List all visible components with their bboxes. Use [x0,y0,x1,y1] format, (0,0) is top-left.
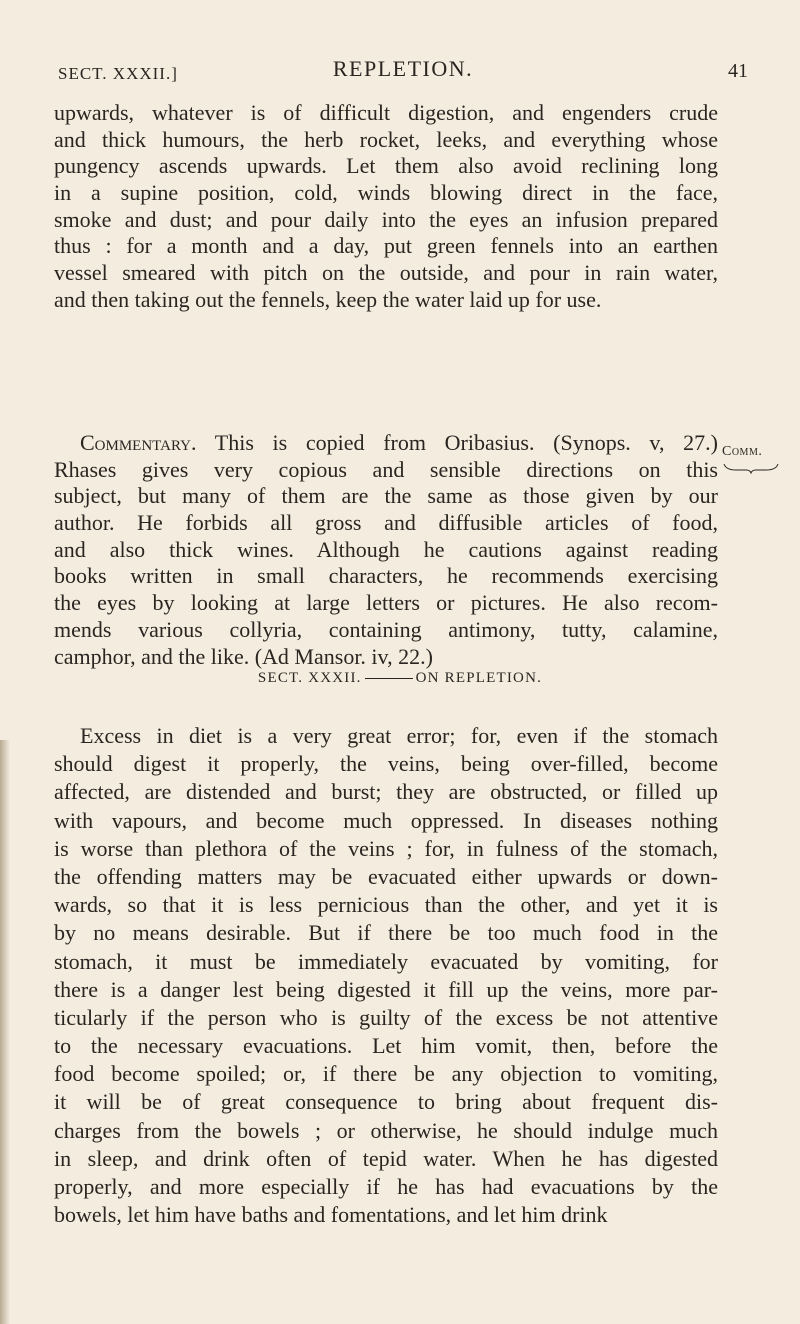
text-line: in sleep, and drink often of tepid water. When he has digested [54,1145,718,1171]
paragraph-1 [54,100,718,314]
heading-dash [365,678,413,679]
text-line: camphor, and the like. (Ad Mansor. iv, 22.) [54,643,433,669]
text-line: should digest it properly, the veins, being over-filled, become [54,751,718,777]
header-section: SECT. XXXII.] [58,64,178,83]
section-heading-title: ON REPLETION. [415,670,543,686]
text-line: stomach, it must be immediately evacuated by vomiting, for [54,948,718,974]
text-line: it will be of great consequence to bring about frequent dis- [54,1089,718,1115]
running-header [58,56,748,86]
text-line: is worse than plethora of the veins ; for, in fulness of the stomach, [54,835,718,861]
text-line: there is a danger lest being digested it fill up the veins, more par- [54,976,718,1002]
commentary-label: Commentary. [80,430,197,455]
text-line: wards, so that it is less pernicious than the other, and yet it is [54,892,718,918]
text-line: and then taking out the fennels, keep the water laid up for use. [54,286,602,312]
text-line: mends various collyria, containing antimony, tutty, calamine, [54,616,718,642]
text-line: and also thick wines. Although he cautions against reading [54,536,718,562]
text-line: food become spoiled; or, if there be any objection to vomiting, [54,1061,718,1087]
margin-note: Comm. [722,444,763,459]
text-line: affected, are distended and burst; they are obstructed, or filled up [54,779,718,805]
commentary-block [54,430,718,670]
text-line: books written in small characters, he recommends exercising [54,563,718,589]
text-line: Rhases gives very copious and sensible directions on this [54,456,718,482]
text-line: properly, and more especially if he has had evacuations by the [54,1174,718,1199]
text-line: the eyes by looking at large letters or pictures. He also recom- [54,590,718,616]
section-heading-number: SECT. XXXII. [257,670,362,686]
text-line: the offending matters may be evacuated either upwards or down- [54,863,718,889]
text-line: with vapours, and become much oppressed. In diseases nothing [54,807,718,833]
text-line: smoke and dust; and pour daily into the eyes an infusion prepared [54,206,718,232]
text-line: ticularly if the person who is guilty of the excess be not attentive [54,1004,718,1030]
commentary-text: This is copied from Oribasius. (Synops. v, 27.) [214,430,718,455]
text-line: vessel smeared with pitch on the outside, and pour in rain water, [54,260,718,286]
text-line: author. He forbids all gross and diffusible articles of food, [54,510,718,536]
margin-brace-icon [722,462,780,474]
header-title: REPLETION. [332,56,474,81]
commentary-first-line [54,430,718,457]
text-line: thus : for a month and a day, put green fennels into an earthen [54,233,718,259]
text-line: subject, but many of them are the same as those given by our [54,483,718,509]
text-line: in a supine position, cold, winds blowing direct in the face, [54,180,718,206]
text-line: and thick humours, the herb rocket, leeks, and everything whose [54,126,718,152]
paragraph-2 [54,722,718,1229]
text-line: pungency ascends upwards. Let them also avoid reclining long [54,153,718,179]
text-line: charges from the bowels ; or otherwise, he should indulge much [54,1117,718,1143]
text-line: to the necessary evacuations. Let him vomit, then, before the [54,1033,718,1059]
text-line: upwards, whatever is of difficult digestion, and engenders crude [54,100,718,125]
text-line: bowels, let him have baths and fomentations, and let him drink [54,1202,608,1228]
binding-shadow [0,740,10,1324]
text-line: Excess in diet is a very great error; for, even if the stomach [80,723,718,748]
page-number: 41 [728,60,748,82]
text-line: by no means desirable. But if there be too much food in the [54,920,718,946]
section-heading [0,670,800,687]
